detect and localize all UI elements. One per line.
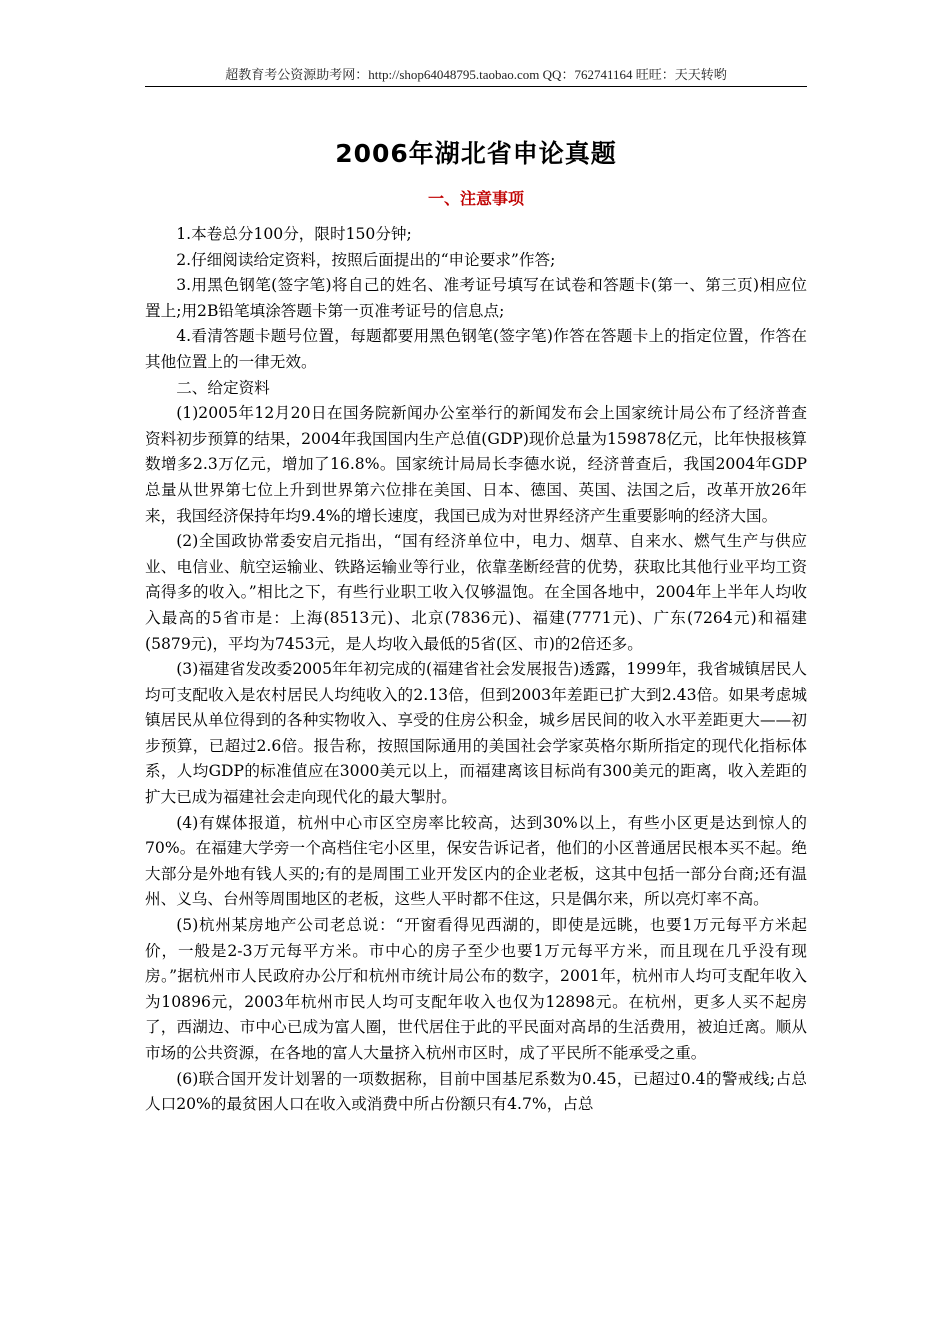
page-header: 超教育考公资源助考网：http://shop64048795.taobao.com QQ：762741164 旺旺：天天转哟 (225, 67, 727, 82)
section-heading-materials: 二、给定资料 (176, 378, 270, 397)
paragraph: 1.本卷总分100分，限时150分钟; (176, 225, 412, 243)
header-divider (145, 86, 807, 87)
paragraph: (4)有媒体报道，杭州中心市区空房率比较高，达到30%以上，有些小区更是达到惊人的70%。在福建大学旁一个高档住宅小区里，保安告诉记者，他们的小区普通居民根本买不起。绝大部分是外地有钱人买的;有的是周围工业开发区内的企业老板，这其中包括一部分台商;还有温州、义乌、台州等周围地区的老板，这些人平时都不住这，只是偶尔来，所以亮灯率不高。 (145, 813, 807, 909)
paragraph: (6)联合国开发计划署的一项数据称，目前中国基尼系数为0.45，已超过0.4的警戒线;占总人口20%的最贫困人口在收入或消费中所占份额只有4.7%，占总 (145, 1069, 807, 1114)
paragraph: (3)福建省发改委2005年年初完成的(福建省社会发展报告)透露，1999年，我省城镇居民人均可支配收入是农村居民人均纯收入的2.13倍，但到2003年差距已扩大到2.43倍。如果考虑城镇居民从单位得到的各种实物收入、享受的住房公积金，城乡居民间的收入水平差距更大——初步预算，已超过2.6倍。报告称，按照国际通用的美国社会学家英格尔斯所指定的现代化指标体系，人均GDP的标准值应在3000美元以上，而福建离该目标尚有300美元的距离，收入差距的扩大已成为福建社会走向现代化的最大掣肘。 (145, 660, 807, 807)
document-title: 2006年湖北省申论真题 (335, 139, 617, 168)
paragraph: (2)全国政协常委安启元指出，“国有经济单位中，电力、烟草、自来水、燃气生产与供应业、电信业、航空运输业、铁路运输业等行业，依靠垄断经营的优势，获取比其他行业平均工资高得多的收入。”相比之下，有些行业职工收入仅够温饱。在全国各地中，2004年上半年人均收入最高的5省市是：上海(8513元)、北京(7836元)、福建(7771元)、广东(7264元)和福建(5879元)，平均为7453元，是人均收入最低的5省(区、市)的2倍还多。 (145, 532, 807, 653)
paragraph: 3.用黑色钢笔(签字笔)将自己的姓名、准考证号填写在试卷和答题卡(第一、第三页)相应位置上;用2B铅笔填涂答题卡第一页准考证号的信息点; (145, 276, 807, 320)
paragraph: (1)2005年12月20日在国务院新闻办公室举行的新闻发布会上国家统计局公布了经济普查资料初步预算的结果，2004年我国国内生产总值(GDP)现价总量为159878亿元，比年快报核算数增多2.3万亿元，增加了16.8%。国家统计局局长李德水说，经济普查后，我国2004年GDP总量从世界第七位上升到世界第六位排在美国、日本、德国、英国、法国之后，改革开放26年来，我国经济保持年均9.4%的增长速度，我国已成为对世界经济产生重要影响的经济大国。 (145, 404, 807, 525)
document-body (145, 222, 807, 1118)
section-heading-notes: 一、注意事项 (427, 189, 524, 208)
paragraph: (5)杭州某房地产公司老总说：“开窗看得见西湖的，即使是远眺，也要1万元每平方米起价，一般是2-3万元每平方米。市中心的房子至少也要1万元每平方米，而且现在几乎没有现房。”据杭州市人民政府办公厅和杭州市统计局公布的数字，2001年，杭州市人均可支配年收入为10896元，2003年杭州市民人均可支配年收入也仅为12898元。在杭州，更多人买不起房了，西湖边、市中心已成为富人圈，世代居住于此的平民面对高昂的生活费用，被迫迁离。顺从市场的公共资源，在各地的富人大量挤入杭州市区时，成了平民所不能承受之重。 (145, 916, 807, 1062)
paragraph: 4.看清答题卡题号位置，每题都要用黑色钢笔(签字笔)作答在答题卡上的指定位置，作答在其他位置上的一律无效。 (145, 327, 807, 371)
paragraph: 2.仔细阅读给定资料，按照后面提出的“申论要求”作答; (176, 250, 556, 269)
